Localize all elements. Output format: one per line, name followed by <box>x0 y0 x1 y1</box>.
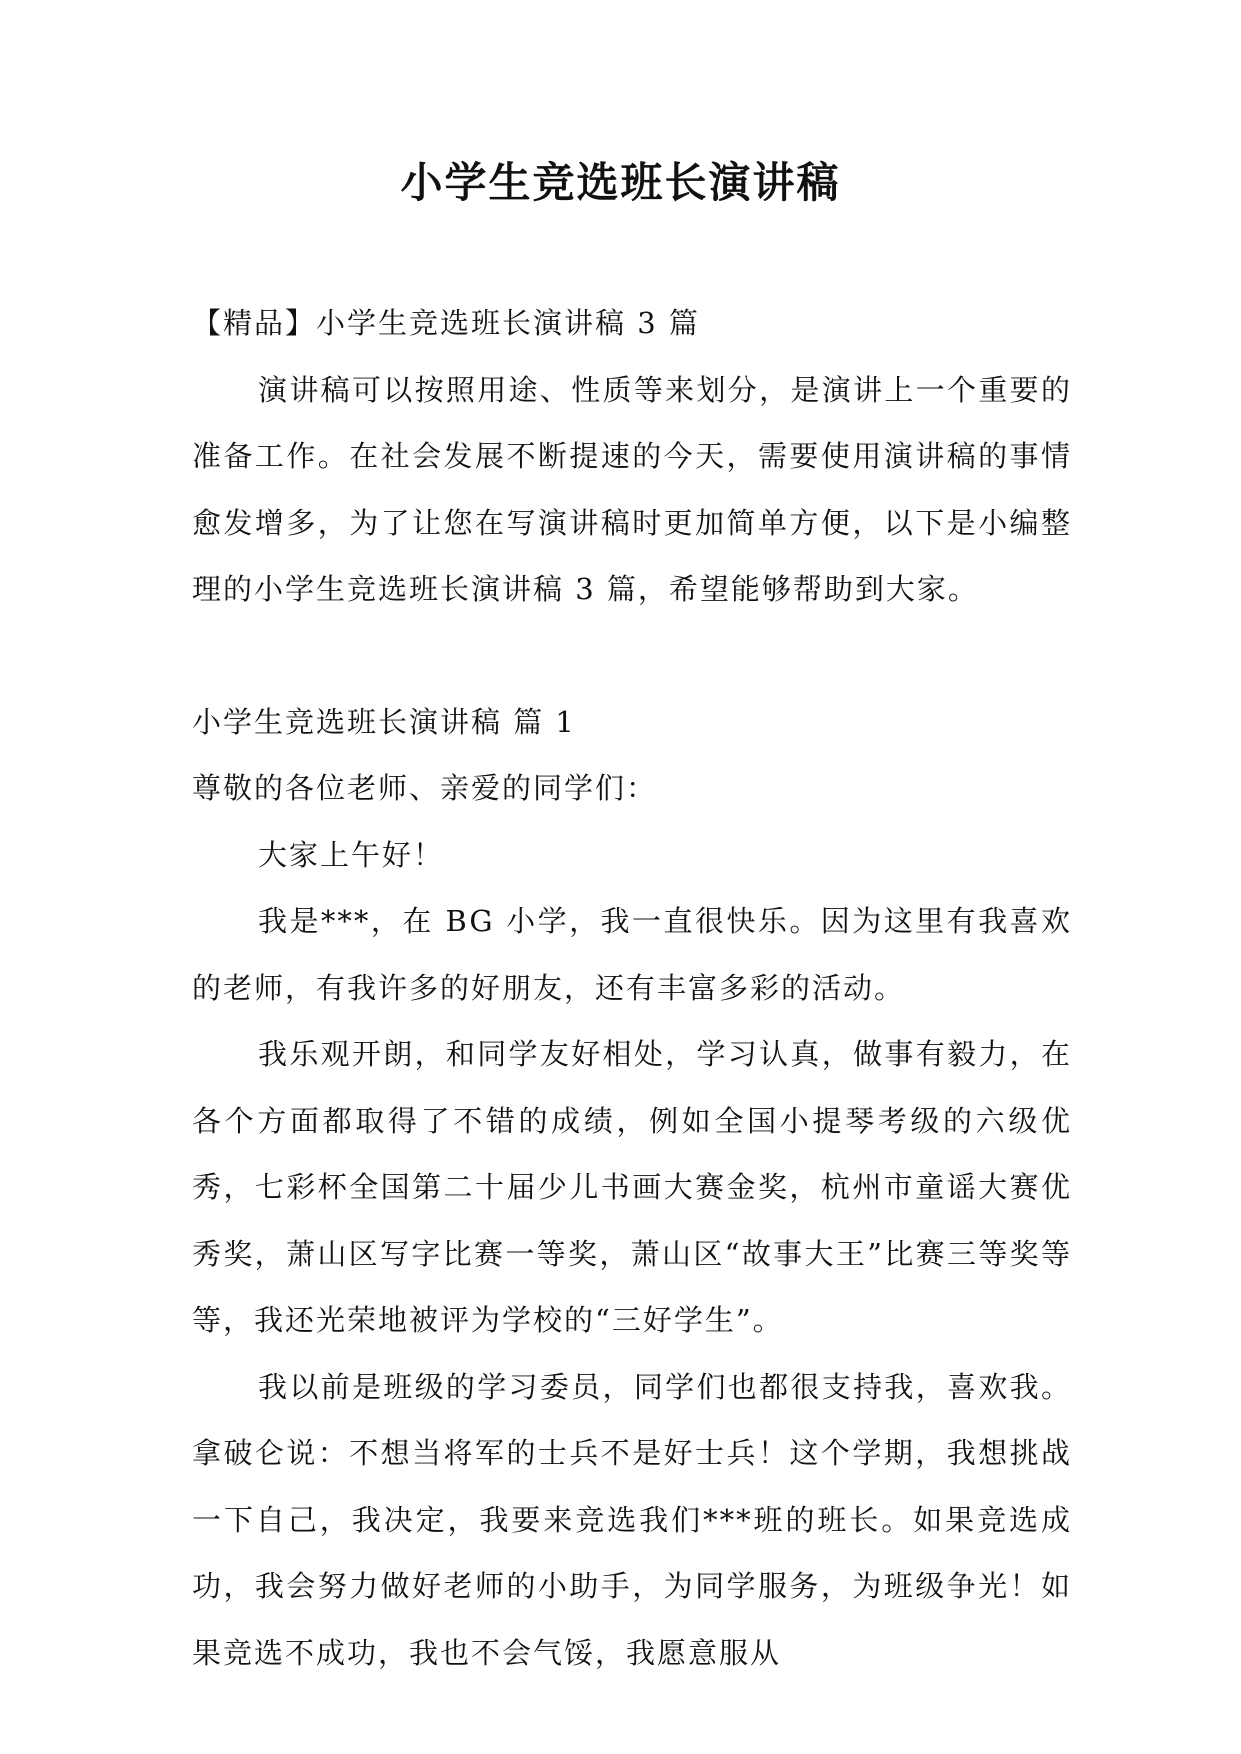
subtitle-line: 【精品】小学生竞选班长演讲稿 3 篇 <box>192 306 700 340</box>
document-body <box>192 290 1072 1686</box>
speech-paragraph: 我是***，在 BG 小学，我一直很快乐。因为这里有我喜欢的老师，有我许多的好朋友，还有丰富多彩的活动。 <box>192 904 1072 1005</box>
salutation-line: 尊敬的各位老师、亲爱的同学们： <box>192 771 658 805</box>
speech-paragraph: 大家上午好！ <box>258 837 445 872</box>
section-spacer <box>192 623 1072 689</box>
section-heading: 小学生竞选班长演讲稿 篇 1 <box>192 704 576 739</box>
document-title: 小学生竞选班长演讲稿 <box>400 158 841 207</box>
intro-paragraph: 演讲稿可以按照用途、性质等来划分，是演讲上一个重要的准备工作。在社会发展不断提速的今天，需要使用演讲稿的事情愈发增多，为了让您在写演讲稿时更加简单方便，以下是小编整理的小学生竞选班长演讲稿 3 篇，希望能够帮助到大家。 <box>192 372 1072 606</box>
speech-paragraph: 我以前是班级的学习委员，同学们也都很支持我，喜欢我。拿破仑说：不想当将军的士兵不是好士兵！这个学期，我想挑战一下自己，我决定，我要来竞选我们***班的班长。如果竞选成功，我会努力做好老师的小助手，为同学服务，为班级争光！如果竞选不成功，我也不会气馁，我愿意服从 <box>192 1369 1072 1670</box>
speech-paragraph: 我乐观开朗，和同学友好相处，学习认真，做事有毅力，在各个方面都取得了不错的成绩，例如全国小提琴考级的六级优秀，七彩杯全国第二十届少儿书画大赛金奖，杭州市童谣大赛优秀奖，萧山区写字比赛一等奖，萧山区“故事大王”比赛三等奖等等，我还光荣地被评为学校的“三好学生”。 <box>192 1037 1072 1337</box>
